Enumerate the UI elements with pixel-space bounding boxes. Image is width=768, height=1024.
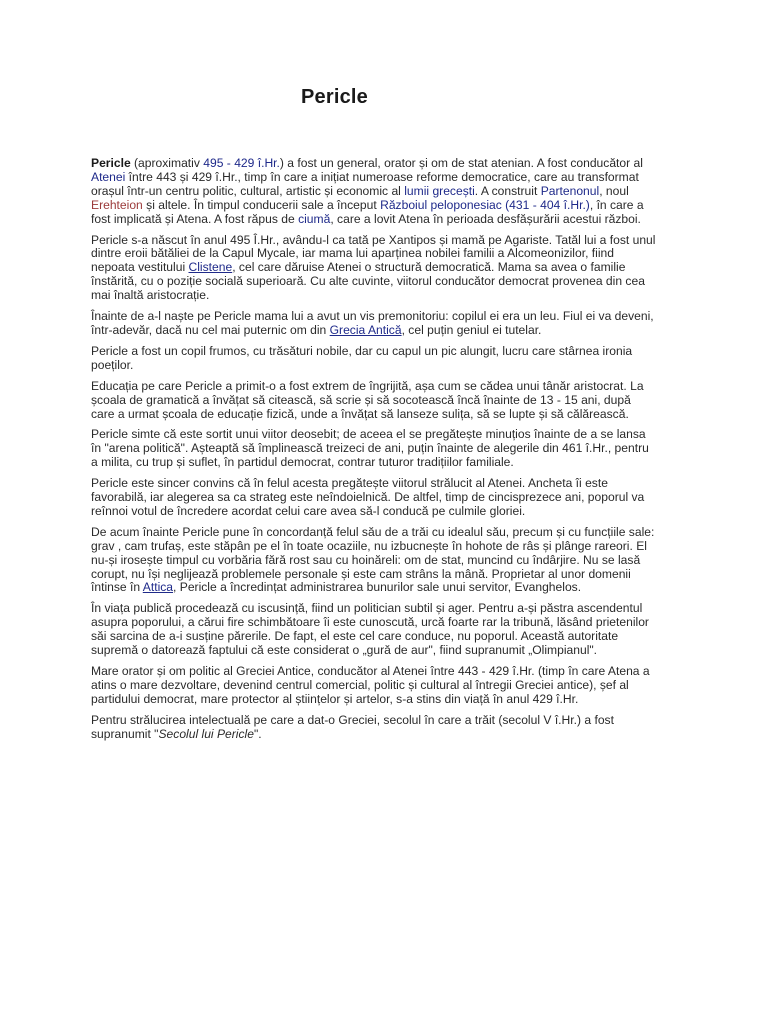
paragraph-public-life: În viața publică procedează cu iscusință, fiind un politician subtil și ager. Pentru a-și păstra ascendentul asupra poporului, a cărui fire schimbătoare îi este cunoscută, urcă foarte rar la tribună, lăsând prietenilor săi sarcina de a-i susține părerile. De fapt, el este cel care conduce, nu poporul. Această autoritate supremă o datorează faptului că este considerat o „gură de aur", fiind supranumit „Olimpianul".: [91, 601, 649, 658]
paragraph-summary: Mare orator și om politic al Greciei Antice, conducător al Atenei între 443 - 429 î.Hr. (timp în care Atena a atins o mare dezvoltare, devenind centrul comercial, politic și cultural al întregii Greciei antice), șef al partidului democrat, mare protector al științelor și artelor, s-a stins din viață în anul 429 î.Hr.: [91, 664, 650, 706]
link-razboi-peloponesiac[interactable]: Războiul peloponesiac (431 - 404 î.Hr.): [380, 197, 590, 212]
link-lumea-greaca[interactable]: lumii grecești: [404, 183, 475, 198]
paragraph-strategist: Pericle este sincer convins că în felul acesta pregătește viitorul strălucit al Atenei. Ancheta îi este favorabilă, iar alegerea sa ca strateg este neîndoielnică. De altfel, timp de cincisprezece ani, poporul va reînnoi votul de încredere acordat celui care avea să-l conducă pe culmile gloriei.: [91, 476, 645, 518]
page-title: Pericle: [301, 86, 369, 108]
link-erehteion[interactable]: Erehteion: [91, 197, 143, 212]
paragraph-politics: Pericle simte că este sortit unui viitor deosebit; de aceea el se pregătește minuțios înainte de a se lansa în "arena politică". Așteaptă să împlinească treizeci de ani, puțin înainte de alegerile din 461 î.Hr., pentru a milita, cu trup și suflet, în partidul democrat, contrar tuturor tradițiilor familiale.: [91, 427, 649, 470]
paragraph-childhood: Pericle a fost un copil frumos, cu trăsături nobile, dar cu capul un pic alungit, lucru care stârnea ironia poeților.: [91, 343, 633, 372]
paragraph-intro: Pericle (aproximativ 495 - 429 î.Hr.) a fost un general, orator și om de stat atenian. A fost conducător al Atenei între 443 și 429 î.Hr., timp în care a inițiat numeroase reforme democratice, care au transformat orașul într-un centru politic, cultural, artistic și economic al lumii grecești. A construit Partenonul, noul Erehteion și altele. În timpul conducerii sale a început Războiul peloponesiac (431 - 404 î.Hr.), în care a fost implicată și Atena. A fost răpus de ciumă, care a lovit Atena în perioada desfășurării acestui război.: [91, 156, 644, 226]
link-partenon[interactable]: Partenonul: [540, 183, 600, 198]
paragraph-education: Educația pe care Pericle a primit-o a fost extrem de îngrijită, așa cum se cădea unui tânăr aristocrat. La școala de gramatică a învățat să citească, să scrie și să socotească încă înainte de 13 - 15 ani, după care a urmat școala de educație fizică, unde a învățat să lanseze sulița, să se lupte și să călărească.: [91, 378, 644, 421]
link-atena[interactable]: Atenei: [91, 169, 126, 184]
link-grecia-antica[interactable]: Grecia Antică: [329, 322, 402, 337]
paragraph-dream: Înainte de a-l naște pe Pericle mama lui a avut un vis premonitoriu: copilul ei era un leu. Fiul ei va deveni, într-adevăr, dacă nu cel mai puternic om din Grecia Antică, cel puțin geniul ei tutelar.: [91, 309, 654, 337]
article-body: [91, 157, 656, 749]
century-name: Secolul lui Pericle: [158, 726, 254, 741]
link-ciuma[interactable]: ciumă: [298, 211, 331, 226]
link-attica[interactable]: Attica: [142, 580, 174, 595]
paragraph-birth: Pericle s-a născut în anul 495 Î.Hr., avându-l ca tată pe Xantipos și mamă pe Agariste. Tatăl lui a fost unul dintre eroii bătăliei de la Capul Mycale, iar mama lui aparținea nobilei familii a Alcomeonizilor, fiind nepoata vestitului Clistene, cel care dăruise Atenei o structură democratică. Mama sa avea o familie înstărită, cu o poziție socială superioară. Cu alte cuvinte, viitorul conducător democrat provenea din cea mai înaltă aristocrație.: [91, 232, 656, 303]
link-clistene[interactable]: Clistene: [188, 260, 233, 275]
paragraph-century: Pentru strălucirea intelectuală pe care a dat-o Greciei, secolul în care a trăit (secolul V î.Hr.) a fost supranumit "Secolul lui Pericle".: [91, 712, 614, 741]
link-dates[interactable]: 495 - 429 î.Hr.: [203, 156, 280, 170]
paragraph-character: De acum înainte Pericle pune în concordanță felul său de a trăi cu idealul său, precum și cu funcțiile sale: grav , cam trufaș, este stăpân pe el în toate ocaziile, nu izbucnește în hohote de râs și plânge rareori. El nu-și irosește timpul cu vorbăria fără rost sau cu hoinăreli: om de stat, muncind cu îndârjire. Nu se lasă corupt, nu își neglijează problemele personale și este cam strâns la mână. Proprietar al unor domenii întinse în Attica, Pericle a încredințat administrarea bunurilor sale unui servitor, Evanghelos.: [91, 524, 655, 595]
subject-name: Pericle: [91, 156, 131, 170]
